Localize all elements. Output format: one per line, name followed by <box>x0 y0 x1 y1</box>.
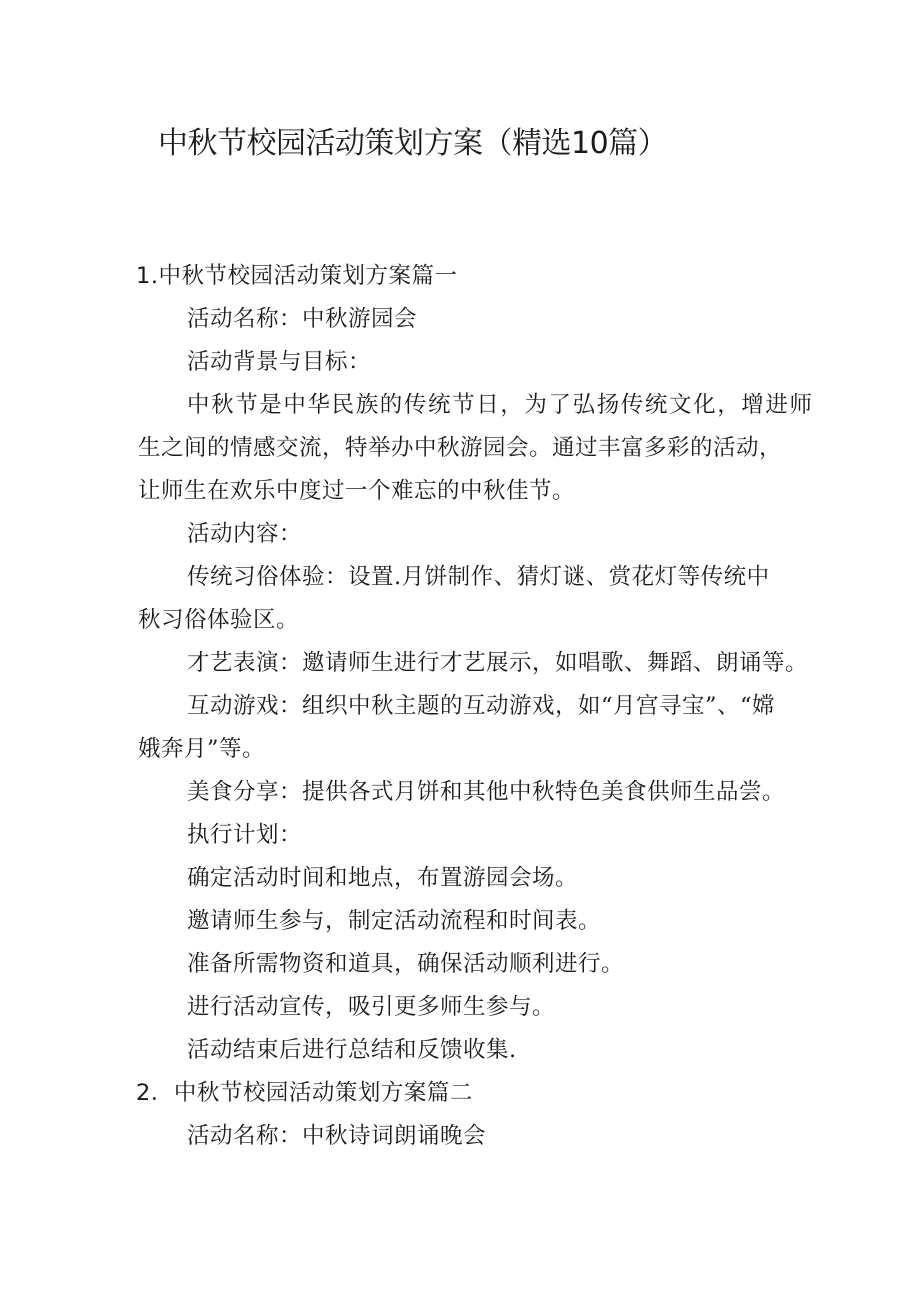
document-body <box>0 255 920 1158</box>
section-2-heading-text: ．中秋节校园活动策划方案篇二 <box>150 1080 473 1106</box>
section-2-heading <box>0 1072 920 1115</box>
document-title: 中秋节校园活动策划方案（精选10篇） <box>158 126 668 161</box>
section-1-background-line-3: 让师生在欢乐中度过一个难忘的中秋佳节。 <box>138 478 576 504</box>
section-1-heading-text: .中秋节校园活动策划方案篇一 <box>150 263 458 289</box>
section-2-activity-name: 活动名称：中秋诗词朗诵晚会 <box>187 1123 487 1149</box>
section-1-plan-item: 活动结束后进行总结和反馈收集. <box>187 1037 517 1063</box>
section-1-background-line-1: 中秋节是中华民族的传统节日，为了弘扬传统文化，增进师 <box>187 392 814 418</box>
section-1-games-line-1: 互动游戏：组织中秋主题的互动游戏，如“月宫寻宝”、“嫦 <box>187 693 776 719</box>
section-1-plan-label: 执行计划： <box>187 822 303 848</box>
section-1-plan-item: 确定活动时间和地点，布置游园会场。 <box>187 865 579 891</box>
section-1-customs-line-1: 传统习俗体验：设置.月饼制作、猜灯谜、赏花灯等传统中 <box>187 564 770 590</box>
section-1-content-label: 活动内容： <box>187 521 303 547</box>
section-1-food-line: 美食分享：提供各式月饼和其他中秋特色美食供师生品尝。 <box>187 779 786 805</box>
section-1-number: 1 <box>136 263 151 289</box>
section-1-customs-line-2: 秋习俗体验区。 <box>138 607 300 633</box>
section-2-number: 2 <box>136 1080 151 1106</box>
section-1-plan-item: 准备所需物资和道具，确保活动顺利进行。 <box>187 951 625 977</box>
section-1-games-line-2: 娥奔月”等。 <box>138 736 266 762</box>
section-1-plan-item: 进行活动宣传，吸引更多师生参与。 <box>187 994 556 1020</box>
section-1-background-line-2: 生之间的情感交流，特举办中秋游园会。通过丰富多彩的活动， <box>138 435 783 461</box>
section-1-heading <box>0 255 920 298</box>
section-1-talent-line: 才艺表演：邀请师生进行才艺展示，如唱歌、舞蹈、朗诵等。 <box>187 650 809 676</box>
section-1-background-label: 活动背景与目标： <box>187 349 372 375</box>
section-1-activity-name: 活动名称：中秋游园会 <box>187 306 418 332</box>
section-1-plan-item: 邀请师生参与，制定活动流程和时间表。 <box>187 908 602 934</box>
